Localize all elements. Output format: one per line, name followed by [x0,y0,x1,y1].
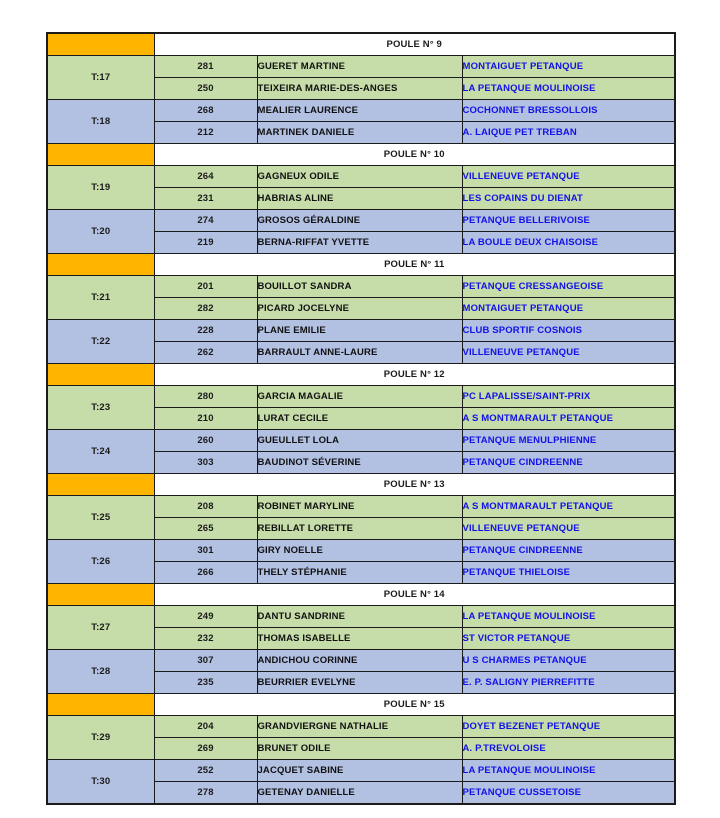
poule-title: POULE N° 15 [154,694,675,716]
licence-number-cell: 249 [154,606,257,628]
club-name-cell: PETANQUE CRESSANGEOISE [462,276,675,298]
club-name-cell: DOYET BEZENET PETANQUE [462,716,675,738]
player-name-cell: GUEULLET LOLA [257,430,462,452]
poule-color-swatch [47,254,154,276]
licence-number-cell: 301 [154,540,257,562]
terrain-cell: T:25 [47,496,154,540]
table-row [47,496,675,518]
licence-number-cell: 278 [154,782,257,805]
licence-number-cell: 235 [154,672,257,694]
draw-table-container [46,32,674,805]
licence-number-cell: 281 [154,56,257,78]
player-name-cell: ANDICHOU CORINNE [257,650,462,672]
table-row [47,320,675,342]
licence-number-cell: 252 [154,760,257,782]
table-row [47,56,675,78]
player-name-cell: BEURRIER EVELYNE [257,672,462,694]
licence-number-cell: 268 [154,100,257,122]
poule-header-row [47,364,675,386]
club-name-cell: A. LAIQUE PET TREBAN [462,122,675,144]
licence-number-cell: 212 [154,122,257,144]
poule-color-swatch [47,364,154,386]
player-name-cell: PLANE EMILIE [257,320,462,342]
club-name-cell: A S MONTMARAULT PETANQUE [462,496,675,518]
terrain-cell: T:22 [47,320,154,364]
poule-color-swatch [47,144,154,166]
club-name-cell: VILLENEUVE PETANQUE [462,166,675,188]
player-name-cell: DANTU SANDRINE [257,606,462,628]
terrain-cell: T:27 [47,606,154,650]
player-name-cell: REBILLAT LORETTE [257,518,462,540]
terrain-cell: T:30 [47,760,154,805]
club-name-cell: PETANQUE BELLERIVOISE [462,210,675,232]
player-name-cell: MARTINEK DANIELE [257,122,462,144]
table-row [47,760,675,782]
licence-number-cell: 201 [154,276,257,298]
licence-number-cell: 210 [154,408,257,430]
player-name-cell: GIRY NOELLE [257,540,462,562]
licence-number-cell: 228 [154,320,257,342]
licence-number-cell: 260 [154,430,257,452]
table-row [47,276,675,298]
terrain-cell: T:24 [47,430,154,474]
club-name-cell: CLUB SPORTIF COSNOIS [462,320,675,342]
licence-number-cell: 307 [154,650,257,672]
licence-number-cell: 231 [154,188,257,210]
terrain-cell: T:26 [47,540,154,584]
table-row [47,606,675,628]
poule-title: POULE N° 14 [154,584,675,606]
player-name-cell: PICARD JOCELYNE [257,298,462,320]
table-row [47,386,675,408]
player-name-cell: BERNA-RIFFAT YVETTE [257,232,462,254]
club-name-cell: U S CHARMES PETANQUE [462,650,675,672]
player-name-cell: JACQUET SABINE [257,760,462,782]
poule-header-row [47,694,675,716]
player-name-cell: HABRIAS ALINE [257,188,462,210]
terrain-cell: T:19 [47,166,154,210]
player-name-cell: GARCIA MAGALIE [257,386,462,408]
poule-title: POULE N° 11 [154,254,675,276]
poule-header-row [47,144,675,166]
table-row [47,716,675,738]
club-name-cell: VILLENEUVE PETANQUE [462,518,675,540]
poule-color-swatch [47,33,154,56]
player-name-cell: BARRAULT ANNE-LAURE [257,342,462,364]
licence-number-cell: 265 [154,518,257,540]
licence-number-cell: 280 [154,386,257,408]
licence-number-cell: 250 [154,78,257,100]
table-row [47,540,675,562]
terrain-cell: T:21 [47,276,154,320]
licence-number-cell: 303 [154,452,257,474]
licence-number-cell: 204 [154,716,257,738]
table-row [47,100,675,122]
poule-header-row [47,33,675,56]
licence-number-cell: 269 [154,738,257,760]
club-name-cell: VILLENEUVE PETANQUE [462,342,675,364]
poule-title: POULE N° 10 [154,144,675,166]
terrain-cell: T:23 [47,386,154,430]
club-name-cell: PETANQUE CINDREENNE [462,452,675,474]
club-name-cell: LA PETANQUE MOULINOISE [462,760,675,782]
terrain-cell: T:17 [47,56,154,100]
licence-number-cell: 282 [154,298,257,320]
player-name-cell: THELY STÉPHANIE [257,562,462,584]
player-name-cell: GETENAY DANIELLE [257,782,462,805]
poule-color-swatch [47,584,154,606]
table-row [47,166,675,188]
table-row [47,210,675,232]
licence-number-cell: 262 [154,342,257,364]
player-name-cell: TEIXEIRA MARIE-DES-ANGES [257,78,462,100]
player-name-cell: LURAT CECILE [257,408,462,430]
club-name-cell: A. P.TREVOLOISE [462,738,675,760]
club-name-cell: LA PETANQUE MOULINOISE [462,606,675,628]
licence-number-cell: 274 [154,210,257,232]
tournament-draw-table [46,32,676,805]
licence-number-cell: 208 [154,496,257,518]
licence-number-cell: 232 [154,628,257,650]
club-name-cell: MONTAIGUET PETANQUE [462,298,675,320]
licence-number-cell: 264 [154,166,257,188]
terrain-cell: T:20 [47,210,154,254]
terrain-cell: T:28 [47,650,154,694]
licence-number-cell: 219 [154,232,257,254]
player-name-cell: BOUILLOT SANDRA [257,276,462,298]
poule-header-row [47,584,675,606]
licence-number-cell: 266 [154,562,257,584]
player-name-cell: GRANDVIERGNE NATHALIE [257,716,462,738]
terrain-cell: T:29 [47,716,154,760]
club-name-cell: PC LAPALISSE/SAINT-PRIX [462,386,675,408]
player-name-cell: BAUDINOT SÉVERINE [257,452,462,474]
player-name-cell: BRUNET ODILE [257,738,462,760]
player-name-cell: MEALIER LAURENCE [257,100,462,122]
poule-header-row [47,474,675,496]
player-name-cell: THOMAS ISABELLE [257,628,462,650]
club-name-cell: LA PETANQUE MOULINOISE [462,78,675,100]
club-name-cell: PETANQUE CUSSETOISE [462,782,675,805]
poule-header-row [47,254,675,276]
club-name-cell: MONTAIGUET PETANQUE [462,56,675,78]
club-name-cell: PETANQUE CINDREENNE [462,540,675,562]
poule-title: POULE N° 9 [154,33,675,56]
club-name-cell: LA BOULE DEUX CHAISOISE [462,232,675,254]
club-name-cell: COCHONNET BRESSOLLOIS [462,100,675,122]
table-row [47,430,675,452]
draw-table-body [47,33,675,804]
poule-color-swatch [47,694,154,716]
player-name-cell: GROSOS GÉRALDINE [257,210,462,232]
table-row [47,650,675,672]
poule-color-swatch [47,474,154,496]
terrain-cell: T:18 [47,100,154,144]
club-name-cell: LES COPAINS DU DIENAT [462,188,675,210]
poule-title: POULE N° 13 [154,474,675,496]
club-name-cell: ST VICTOR PETANQUE [462,628,675,650]
club-name-cell: A S MONTMARAULT PETANQUE [462,408,675,430]
player-name-cell: GUERET MARTINE [257,56,462,78]
player-name-cell: GAGNEUX ODILE [257,166,462,188]
club-name-cell: E. P. SALIGNY PIERREFITTE [462,672,675,694]
club-name-cell: PETANQUE THIELOISE [462,562,675,584]
club-name-cell: PETANQUE MENULPHIENNE [462,430,675,452]
player-name-cell: ROBINET MARYLINE [257,496,462,518]
poule-title: POULE N° 12 [154,364,675,386]
